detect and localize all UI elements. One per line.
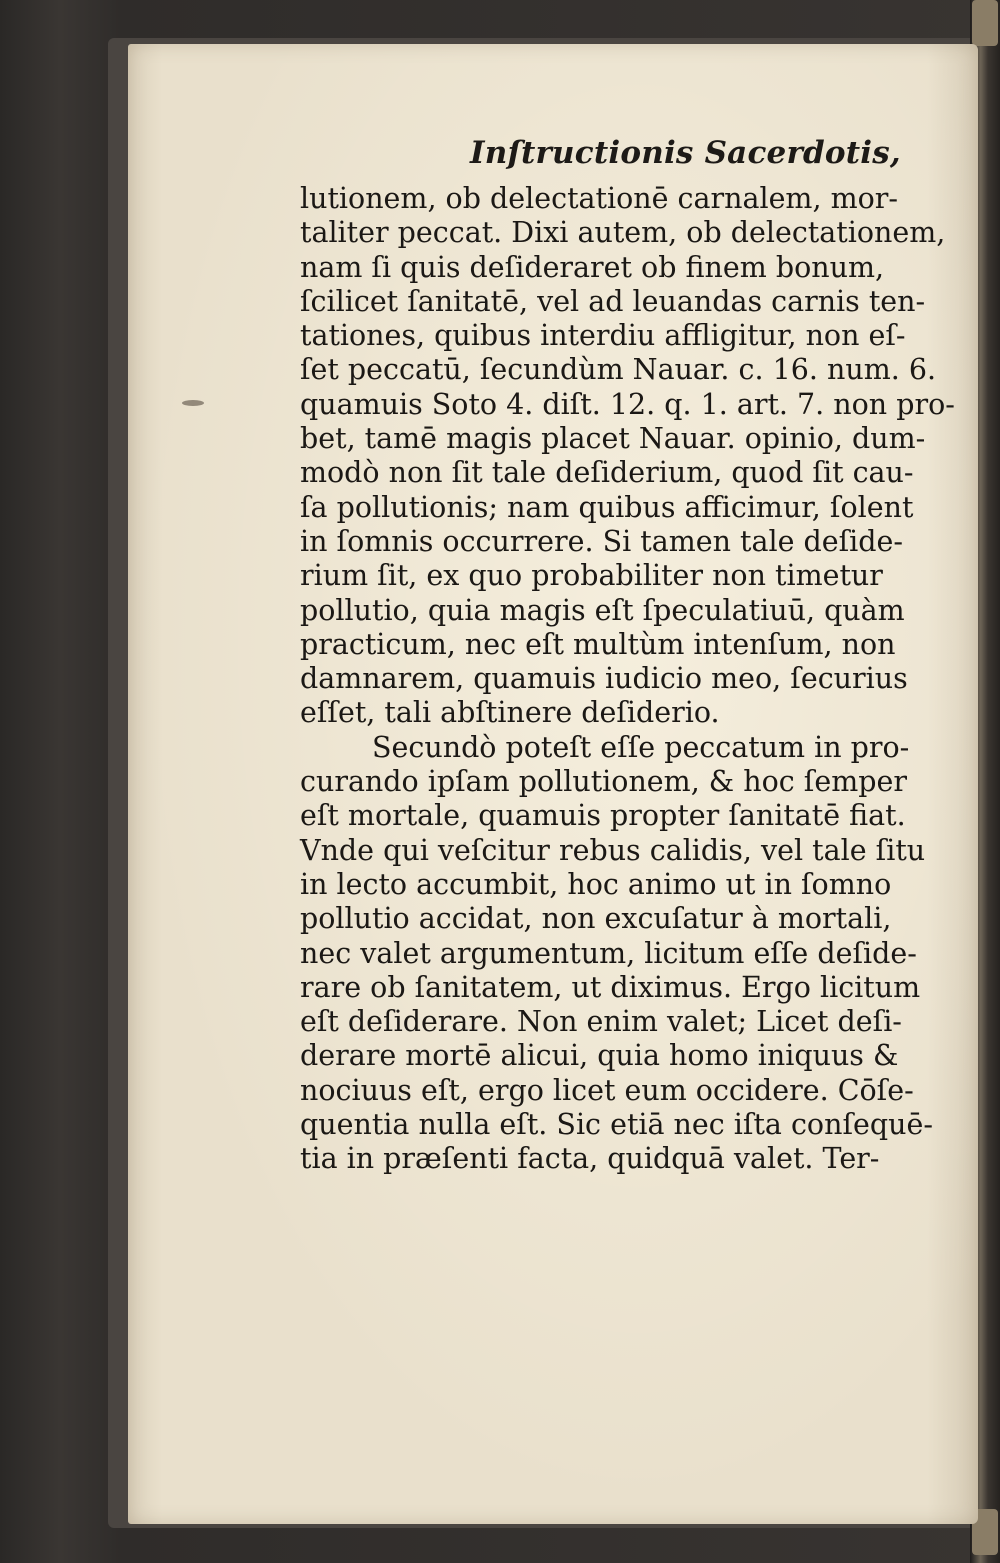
text-line: damnarem, quamuis iudicio meo, ſecurius [300, 662, 908, 696]
ink-smudge [182, 400, 204, 406]
text-line: quentia nulla eſt. Sic etiā nec iſta conſequē- [300, 1108, 933, 1142]
text-line: quamuis Soto 4. diſt. 12. q. 1. art. 7. non pro- [300, 387, 955, 421]
text-line: rare ob ſanitatem, ut diximus. Ergo licitum [300, 970, 921, 1004]
text-line: nociuus eſt, ergo licet eum occidere. Cōſe- [300, 1073, 914, 1107]
running-head: Inſtructionis Sacerdotis, [470, 135, 901, 171]
text-line: tationes, quibus interdiu affligitur, non eſ- [300, 319, 906, 353]
text-line: ſcilicet ſanitatē, vel ad leuandas carnis ten- [300, 284, 926, 318]
text-line: eſt deſiderare. Non enim valet; Licet deſi- [300, 1005, 902, 1039]
text-line: Vnde qui veſcitur rebus calidis, vel tale ſitu [300, 833, 926, 867]
text-line: nam ſi quis deſideraret ob finem bonum, [300, 250, 885, 284]
text-line: rium ſit, ex quo probabiliter non timetur [300, 559, 883, 593]
text-line: derare mortē alicui, quia homo iniquus & [300, 1039, 899, 1073]
text-line: curando ipſam pollutionem, & hoc ſemper [300, 765, 907, 799]
text-line: tia in præſenti facta, quidquā valet. Ter- [300, 1142, 880, 1176]
text-line: pollutio accidat, non excuſatur à mortali, [300, 902, 892, 936]
text-line: ſa pollutionis; nam quibus afficimur, ſolent [300, 490, 914, 524]
page-body [300, 182, 960, 1177]
text-line: nec valet argumentum, licitum eſſe deſide- [300, 936, 917, 970]
text-line: pollutio, quia magis eſt ſpeculatiuū, quàm [300, 593, 905, 627]
text-line: in ſomnis occurrere. Si tamen tale deſide- [300, 524, 904, 558]
text-line-paragraph-start: Secundò poteſt eſſe peccatum in pro- [372, 730, 910, 764]
text-line: taliter peccat. Dixi autem, ob delectationem, [300, 216, 946, 250]
text-line: ſet peccatū, ſecundùm Nauar. c. 16. num. 6. [300, 353, 937, 387]
text-line: in lecto accumbit, hoc animo ut in ſomno [300, 867, 892, 901]
spine-clasp-top [972, 0, 998, 46]
text-line: eſſet, tali abſtinere deſiderio. [300, 696, 720, 730]
text-line: modò non ſit tale deſiderium, quod ſit cau- [300, 456, 914, 490]
text-line: practicum, nec eſt multùm intenſum, non [300, 627, 896, 661]
text-line: eſt mortale, quamuis propter ſanitatē fiat. [300, 799, 906, 833]
text-line: lutionem, ob delectationē carnalem, mor- [300, 182, 899, 215]
text-line: bet, tamē magis placet Nauar. opinio, dum- [300, 422, 926, 456]
